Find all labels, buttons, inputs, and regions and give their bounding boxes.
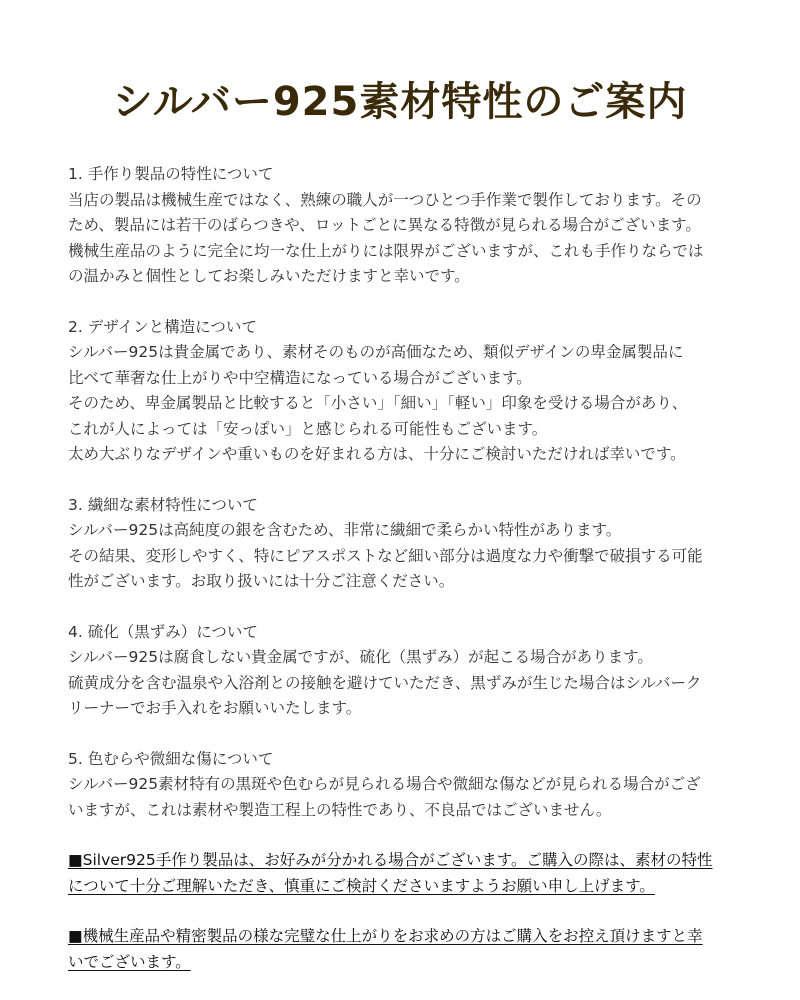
section-handmade bbox=[68, 162, 736, 290]
page-title: シルバー925素材特性のご案内 bbox=[112, 79, 688, 125]
notice-line: について十分ご理解いただき、慎重にご検討くださいますようお願い申し上げます。 bbox=[68, 876, 655, 895]
section-line: そのため、卑金属製品と比較すると「小さい」「細い」「軽い」印象を受ける場合があり、 bbox=[68, 394, 688, 412]
section-heading: 5. 色むらや微細な傷について bbox=[68, 749, 274, 768]
section-line: いますが、これは素材や製造工程上の特性であり、不良品ではございません。 bbox=[68, 800, 612, 819]
section-line: ため、製品には若干のばらつきや、ロットごとに異なる特徴が見られる場合がございます。 bbox=[68, 216, 701, 234]
notice-preference bbox=[68, 848, 736, 899]
section-line: これが人によっては「安っぽい」と感じられる可能性もございます。 bbox=[68, 419, 548, 438]
section-heading: 4. 硫化（黒ずみ）について bbox=[68, 622, 258, 641]
section-line: シルバー925は高純度の銀を含むため、非常に繊細で柔らかい特性があります。 bbox=[68, 521, 622, 539]
notice-line: いでございます。 bbox=[68, 952, 191, 971]
section-line: シルバー925は腐食しない貴金属ですが、硫化（黒ずみ）が起こる場合があります。 bbox=[68, 648, 653, 666]
section-line: 性がございます。お取り扱いには十分ご注意ください。 bbox=[68, 572, 455, 590]
notice-perfection bbox=[68, 924, 736, 975]
section-line: 当店の製品は機械生産ではなく、熟練の職人が一つひとつ手作業で製作しております。その bbox=[68, 190, 702, 209]
section-line: 硫黄成分を含む温泉や入浴剤との接触を避けていただき、黒ずみが生じた場合はシルバーク bbox=[68, 673, 702, 692]
section-line: その結果、変形しやすく、特にピアスポストなど細い部分は過度な力や衝撃で破損する可能 bbox=[68, 546, 703, 565]
section-line: 太め大ぶりなデザインや重いものを好まれる方は、十分にご検討いただければ幸いです。 bbox=[68, 445, 686, 463]
section-color-scratches bbox=[68, 747, 736, 824]
section-delicate-material bbox=[68, 493, 736, 595]
document-body bbox=[68, 162, 736, 1000]
section-line: 比べて華奢な仕上がりや中空構造になっている場合がございます。 bbox=[68, 368, 532, 387]
section-heading: 1. 手作り製品の特性について bbox=[68, 165, 274, 183]
section-heading: 2. デザインと構造について bbox=[68, 317, 257, 336]
section-line: シルバー925素材特有の黒斑や色むらが見られる場合や微細な傷などが見られる場合がござ bbox=[68, 775, 701, 793]
notice-line: ■機械生産品や精密製品の様な完璧な仕上がりをお求めの方はご購入をお控え頂けますと幸 bbox=[68, 927, 703, 945]
section-design-structure bbox=[68, 315, 736, 468]
section-line: シルバー925は貴金属であり、素材そのものが高価なため、類似デザインの卑金属製品に bbox=[68, 343, 684, 361]
section-line: リーナーでお手入れをお願いいたします。 bbox=[68, 699, 362, 717]
section-heading: 3. 繊細な素材特性について bbox=[68, 495, 258, 514]
section-line: 機械生産品のように完全に均一な仕上がりには限界がございますが、これも手作りならでは bbox=[68, 241, 704, 260]
section-line: の温かみと個性としてお楽しみいただけますと幸いです。 bbox=[68, 267, 470, 285]
notice-line: ■Silver925手作り製品は、お好みが分かれる場合がございます。ご購入の際は、素材の特性 bbox=[68, 851, 713, 869]
section-tarnish bbox=[68, 620, 736, 722]
